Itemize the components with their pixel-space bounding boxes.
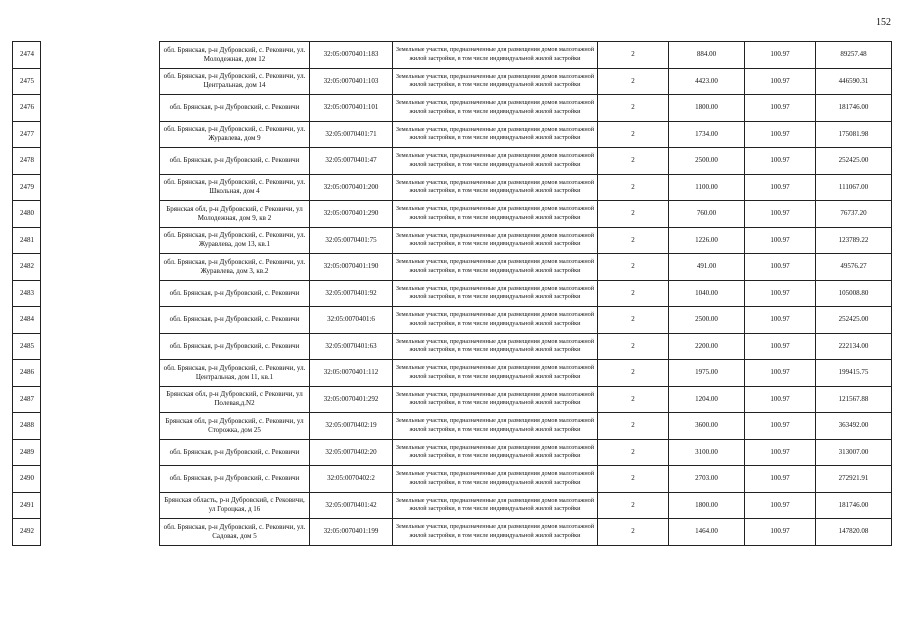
area-cell: 2500.00	[669, 307, 745, 334]
specific-value-cell: 100.97	[745, 333, 816, 360]
group-cell: 2	[598, 121, 669, 148]
address-cell: Брянская обл, р-н Дубровский, с Рековичи, ул Полевая,д.N2	[160, 386, 310, 413]
group-cell: 2	[598, 386, 669, 413]
group-cell: 2	[598, 68, 669, 95]
land-use-cell: Земельные участки, предназначенные для размещения домов малоэтажной жилой застройки, в том числе индивидуальной жилой застройки	[393, 439, 598, 466]
row-number-cell: 2475	[13, 68, 41, 95]
group-cell: 2	[598, 174, 669, 201]
table-row	[13, 95, 892, 122]
table-row	[13, 466, 892, 493]
specific-value-cell: 100.97	[745, 492, 816, 519]
address-cell: обл. Брянская, р-н Дубровский, с. Рековичи	[160, 95, 310, 122]
specific-value-cell: 100.97	[745, 439, 816, 466]
land-use-cell: Земельные участки, предназначенные для размещения домов малоэтажной жилой застройки, в том числе индивидуальной жилой застройки	[393, 360, 598, 387]
area-cell: 1204.00	[669, 386, 745, 413]
group-cell: 2	[598, 148, 669, 175]
address-cell: обл. Брянская, р-н Дубровский, с. Рековичи, ул. Журавлева, дом 13, кв.1	[160, 227, 310, 254]
cadastral-number-cell: 32:05:0070401:199	[310, 519, 393, 546]
cadastral-number-cell: 32:05:0070401:290	[310, 201, 393, 228]
cadastral-value-cell: 446590.31	[816, 68, 892, 95]
row-number-cell: 2477	[13, 121, 41, 148]
area-cell: 491.00	[669, 254, 745, 281]
specific-value-cell: 100.97	[745, 227, 816, 254]
spacer-cell	[41, 466, 160, 493]
spacer-cell	[41, 68, 160, 95]
row-number-cell: 2490	[13, 466, 41, 493]
land-use-cell: Земельные участки, предназначенные для размещения домов малоэтажной жилой застройки, в том числе индивидуальной жилой застройки	[393, 492, 598, 519]
land-use-cell: Земельные участки, предназначенные для размещения домов малоэтажной жилой застройки, в том числе индивидуальной жилой застройки	[393, 413, 598, 440]
spacer-cell	[41, 42, 160, 69]
area-cell: 2500.00	[669, 148, 745, 175]
address-cell: обл. Брянская, р-н Дубровский, с. Рековичи, ул. Школьная, дом 4	[160, 174, 310, 201]
cadastral-value-cell: 89257.48	[816, 42, 892, 69]
spacer-cell	[41, 492, 160, 519]
address-cell: Брянская обл, р-н Дубровский, с Рековичи, ул Молодежная, дом 9, кв 2	[160, 201, 310, 228]
land-use-cell: Земельные участки, предназначенные для размещения домов малоэтажной жилой застройки, в том числе индивидуальной жилой застройки	[393, 174, 598, 201]
cadastral-value-cell: 222134.00	[816, 333, 892, 360]
land-use-cell: Земельные участки, предназначенные для размещения домов малоэтажной жилой застройки, в том числе индивидуальной жилой застройки	[393, 121, 598, 148]
area-cell: 3100.00	[669, 439, 745, 466]
address-cell: обл. Брянская, р-н Дубровский, с. Рековичи, ул. Центральная, дом 11, кв.1	[160, 360, 310, 387]
area-cell: 1975.00	[669, 360, 745, 387]
row-number-cell: 2476	[13, 95, 41, 122]
specific-value-cell: 100.97	[745, 254, 816, 281]
specific-value-cell: 100.97	[745, 95, 816, 122]
specific-value-cell: 100.97	[745, 307, 816, 334]
row-number-cell: 2481	[13, 227, 41, 254]
cadastral-value-cell: 76737.20	[816, 201, 892, 228]
land-use-cell: Земельные участки, предназначенные для размещения домов малоэтажной жилой застройки, в том числе индивидуальной жилой застройки	[393, 68, 598, 95]
land-use-cell: Земельные участки, предназначенные для размещения домов малоэтажной жилой застройки, в том числе индивидуальной жилой застройки	[393, 466, 598, 493]
group-cell: 2	[598, 413, 669, 440]
area-cell: 1100.00	[669, 174, 745, 201]
group-cell: 2	[598, 333, 669, 360]
area-cell: 1734.00	[669, 121, 745, 148]
table-row	[13, 386, 892, 413]
spacer-cell	[41, 280, 160, 307]
address-cell: обл. Брянская, р-н Дубровский, с. Рековичи, ул. Центральная, дом 14	[160, 68, 310, 95]
cadastral-number-cell: 32:05:0070401:92	[310, 280, 393, 307]
spacer-cell	[41, 227, 160, 254]
cadastral-value-cell: 252425.00	[816, 148, 892, 175]
row-number-cell: 2479	[13, 174, 41, 201]
group-cell: 2	[598, 95, 669, 122]
page-number: 152	[876, 17, 891, 28]
address-cell: обл. Брянская, р-н Дубровский, с. Рековичи	[160, 307, 310, 334]
cadastral-value-cell: 49576.27	[816, 254, 892, 281]
group-cell: 2	[598, 201, 669, 228]
specific-value-cell: 100.97	[745, 519, 816, 546]
land-use-cell: Земельные участки, предназначенные для размещения домов малоэтажной жилой застройки, в том числе индивидуальной жилой застройки	[393, 386, 598, 413]
cadastral-number-cell: 32:05:0070401:292	[310, 386, 393, 413]
cadastral-value-cell: 111067.00	[816, 174, 892, 201]
group-cell: 2	[598, 519, 669, 546]
specific-value-cell: 100.97	[745, 68, 816, 95]
address-cell: обл. Брянская, р-н Дубровский, с. Рековичи, ул. Садовая, дом 5	[160, 519, 310, 546]
specific-value-cell: 100.97	[745, 174, 816, 201]
cadastral-number-cell: 32:05:0070401:183	[310, 42, 393, 69]
cadastral-value-cell: 181746.00	[816, 95, 892, 122]
area-cell: 2200.00	[669, 333, 745, 360]
cadastral-number-cell: 32:05:0070401:190	[310, 254, 393, 281]
cadastral-number-cell: 32:05:0070402:19	[310, 413, 393, 440]
specific-value-cell: 100.97	[745, 42, 816, 69]
specific-value-cell: 100.97	[745, 360, 816, 387]
area-cell: 1040.00	[669, 280, 745, 307]
row-number-cell: 2474	[13, 42, 41, 69]
area-cell: 4423.00	[669, 68, 745, 95]
cadastral-number-cell: 32:05:0070401:75	[310, 227, 393, 254]
cadastral-number-cell: 32:05:0070401:71	[310, 121, 393, 148]
row-number-cell: 2482	[13, 254, 41, 281]
area-cell: 1800.00	[669, 95, 745, 122]
cadastral-value-cell: 121567.88	[816, 386, 892, 413]
group-cell: 2	[598, 439, 669, 466]
table-row	[13, 42, 892, 69]
cadastral-number-cell: 32:05:0070401:101	[310, 95, 393, 122]
land-use-cell: Земельные участки, предназначенные для размещения домов малоэтажной жилой застройки, в том числе индивидуальной жилой застройки	[393, 95, 598, 122]
cadastral-value-table	[12, 41, 892, 546]
address-cell: обл. Брянская, р-н Дубровский, с. Рековичи	[160, 333, 310, 360]
cadastral-value-cell: 181746.00	[816, 492, 892, 519]
address-cell: Брянская область, р-н Дубровский, с Рековичи, ул Гороцкая, д 16	[160, 492, 310, 519]
spacer-cell	[41, 439, 160, 466]
cadastral-number-cell: 32:05:0070402:2	[310, 466, 393, 493]
table-row	[13, 360, 892, 387]
row-number-cell: 2491	[13, 492, 41, 519]
spacer-cell	[41, 174, 160, 201]
specific-value-cell: 100.97	[745, 201, 816, 228]
cadastral-value-cell: 105008.80	[816, 280, 892, 307]
cadastral-number-cell: 32:05:0070401:42	[310, 492, 393, 519]
table-row	[13, 148, 892, 175]
group-cell: 2	[598, 42, 669, 69]
spacer-cell	[41, 95, 160, 122]
table-row	[13, 227, 892, 254]
table-row	[13, 254, 892, 281]
area-cell: 3600.00	[669, 413, 745, 440]
area-cell: 884.00	[669, 42, 745, 69]
table-row	[13, 174, 892, 201]
row-number-cell: 2486	[13, 360, 41, 387]
land-use-cell: Земельные участки, предназначенные для размещения домов малоэтажной жилой застройки, в том числе индивидуальной жилой застройки	[393, 254, 598, 281]
address-cell: обл. Брянская, р-н Дубровский, с. Рековичи	[160, 439, 310, 466]
address-cell: Брянская обл, р-н Дубровский, с. Рековичи, ул Сторожка, дом 25	[160, 413, 310, 440]
land-use-cell: Земельные участки, предназначенные для размещения домов малоэтажной жилой застройки, в том числе индивидуальной жилой застройки	[393, 227, 598, 254]
specific-value-cell: 100.97	[745, 280, 816, 307]
spacer-cell	[41, 360, 160, 387]
table-row	[13, 201, 892, 228]
table-row	[13, 333, 892, 360]
row-number-cell: 2488	[13, 413, 41, 440]
row-number-cell: 2492	[13, 519, 41, 546]
cadastral-number-cell: 32:05:0070401:6	[310, 307, 393, 334]
land-use-cell: Земельные участки, предназначенные для размещения домов малоэтажной жилой застройки, в том числе индивидуальной жилой застройки	[393, 333, 598, 360]
spacer-cell	[41, 121, 160, 148]
land-use-cell: Земельные участки, предназначенные для размещения домов малоэтажной жилой застройки, в том числе индивидуальной жилой застройки	[393, 519, 598, 546]
land-use-cell: Земельные участки, предназначенные для размещения домов малоэтажной жилой застройки, в том числе индивидуальной жилой застройки	[393, 201, 598, 228]
spacer-cell	[41, 201, 160, 228]
specific-value-cell: 100.97	[745, 121, 816, 148]
group-cell: 2	[598, 492, 669, 519]
row-number-cell: 2487	[13, 386, 41, 413]
table-row	[13, 439, 892, 466]
spacer-cell	[41, 307, 160, 334]
spacer-cell	[41, 333, 160, 360]
cadastral-number-cell: 32:05:0070401:200	[310, 174, 393, 201]
group-cell: 2	[598, 254, 669, 281]
table-body	[13, 42, 892, 546]
cadastral-number-cell: 32:05:0070401:112	[310, 360, 393, 387]
address-cell: обл. Брянская, р-н Дубровский, с. Рековичи	[160, 280, 310, 307]
row-number-cell: 2478	[13, 148, 41, 175]
address-cell: обл. Брянская, р-н Дубровский, с. Рековичи	[160, 148, 310, 175]
specific-value-cell: 100.97	[745, 466, 816, 493]
group-cell: 2	[598, 360, 669, 387]
area-cell: 1464.00	[669, 519, 745, 546]
table-row	[13, 121, 892, 148]
land-use-cell: Земельные участки, предназначенные для размещения домов малоэтажной жилой застройки, в том числе индивидуальной жилой застройки	[393, 307, 598, 334]
area-cell: 760.00	[669, 201, 745, 228]
spacer-cell	[41, 519, 160, 546]
cadastral-value-cell: 363492.00	[816, 413, 892, 440]
cadastral-value-cell: 272921.91	[816, 466, 892, 493]
group-cell: 2	[598, 307, 669, 334]
area-cell: 1226.00	[669, 227, 745, 254]
specific-value-cell: 100.97	[745, 148, 816, 175]
table-row	[13, 519, 892, 546]
row-number-cell: 2485	[13, 333, 41, 360]
area-cell: 1800.00	[669, 492, 745, 519]
cadastral-number-cell: 32:05:0070401:103	[310, 68, 393, 95]
row-number-cell: 2484	[13, 307, 41, 334]
cadastral-value-cell: 252425.00	[816, 307, 892, 334]
spacer-cell	[41, 254, 160, 281]
group-cell: 2	[598, 466, 669, 493]
specific-value-cell: 100.97	[745, 386, 816, 413]
address-cell: обл. Брянская, р-н Дубровский, с. Рековичи, ул. Молодежная, дом 12	[160, 42, 310, 69]
area-cell: 2703.00	[669, 466, 745, 493]
land-use-cell: Земельные участки, предназначенные для размещения домов малоэтажной жилой застройки, в том числе индивидуальной жилой застройки	[393, 42, 598, 69]
cadastral-value-cell: 199415.75	[816, 360, 892, 387]
spacer-cell	[41, 413, 160, 440]
cadastral-value-cell: 175081.98	[816, 121, 892, 148]
spacer-cell	[41, 148, 160, 175]
row-number-cell: 2489	[13, 439, 41, 466]
table-row	[13, 68, 892, 95]
address-cell: обл. Брянская, р-н Дубровский, с. Рековичи, ул. Журавлева, дом 3, кв.2	[160, 254, 310, 281]
cadastral-value-cell: 147820.08	[816, 519, 892, 546]
cadastral-number-cell: 32:05:0070402:20	[310, 439, 393, 466]
group-cell: 2	[598, 280, 669, 307]
row-number-cell: 2483	[13, 280, 41, 307]
land-use-cell: Земельные участки, предназначенные для размещения домов малоэтажной жилой застройки, в том числе индивидуальной жилой застройки	[393, 280, 598, 307]
cadastral-value-cell: 313007.00	[816, 439, 892, 466]
address-cell: обл. Брянская, р-н Дубровский, с. Рековичи, ул. Журавлева, дом 9	[160, 121, 310, 148]
table-row	[13, 492, 892, 519]
cadastral-number-cell: 32:05:0070401:63	[310, 333, 393, 360]
cadastral-value-cell: 123789.22	[816, 227, 892, 254]
address-cell: обл. Брянская, р-н Дубровский, с. Рековичи	[160, 466, 310, 493]
cadastral-number-cell: 32:05:0070401:47	[310, 148, 393, 175]
specific-value-cell: 100.97	[745, 413, 816, 440]
table-row	[13, 413, 892, 440]
group-cell: 2	[598, 227, 669, 254]
table-row	[13, 307, 892, 334]
table-row	[13, 280, 892, 307]
land-use-cell: Земельные участки, предназначенные для размещения домов малоэтажной жилой застройки, в том числе индивидуальной жилой застройки	[393, 148, 598, 175]
row-number-cell: 2480	[13, 201, 41, 228]
spacer-cell	[41, 386, 160, 413]
